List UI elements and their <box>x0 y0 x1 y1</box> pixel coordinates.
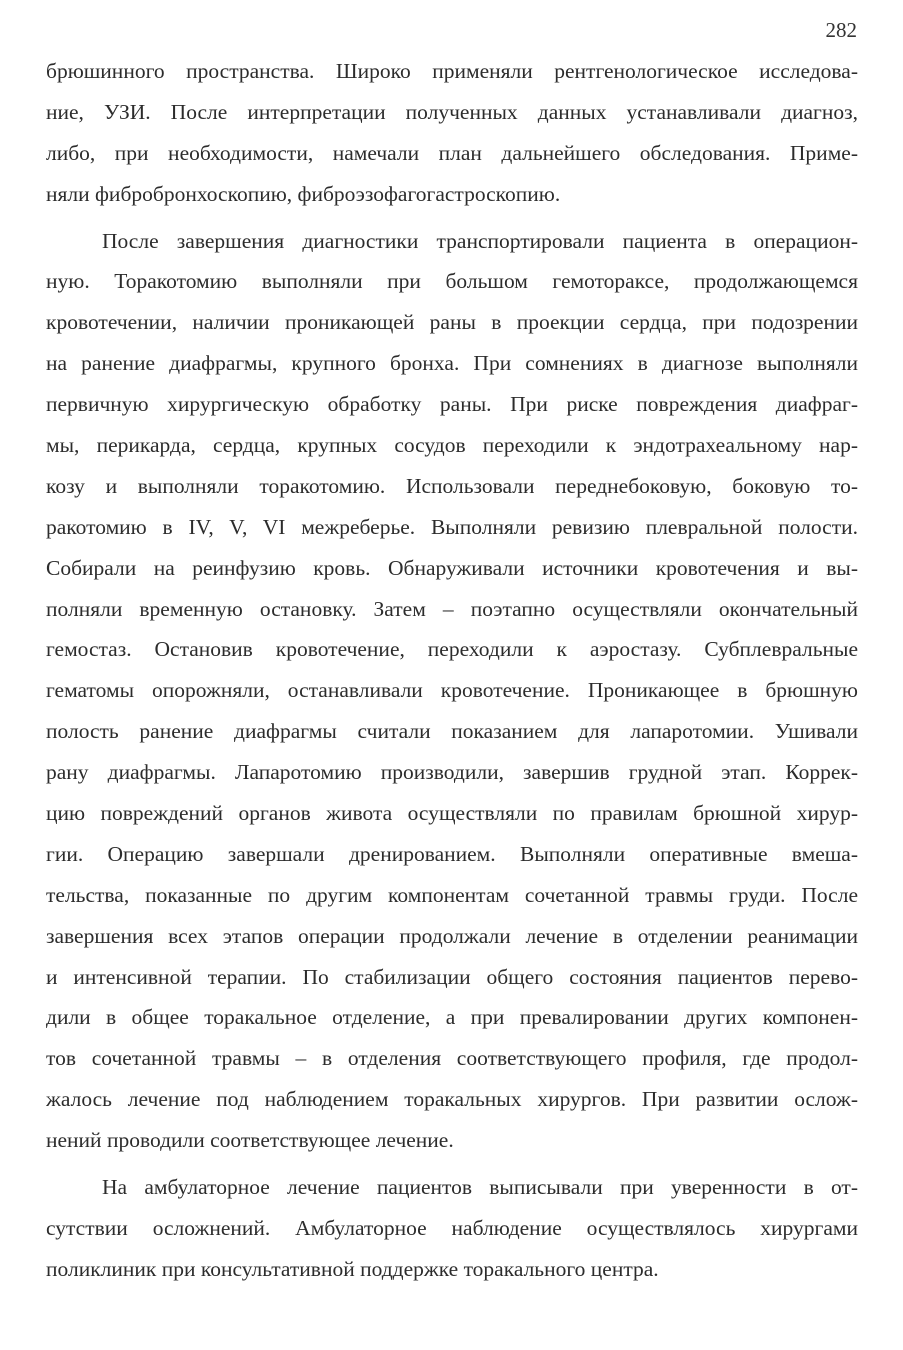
paragraph <box>46 51 858 215</box>
text-line: ную. Торакотомию выполняли при большом гемотораксе, продолжающемся <box>46 269 858 294</box>
text-line: дили в общее торакальное отделение, а при превалировании других компонен- <box>46 1005 858 1030</box>
text-line: нений проводили соответствующее лечение. <box>46 1128 454 1153</box>
text-line: поликлиник при консультативной поддержке торакального центра. <box>46 1256 659 1281</box>
page-number: 282 <box>825 18 857 42</box>
text-line: первичную хирургическую обработку раны. При риске повреждения диафраг- <box>46 392 858 417</box>
text-line: жалось лечение под наблюдением торакальных хирургов. При развитии ослож- <box>46 1087 858 1112</box>
text-line: Собирали на реинфузию кровь. Обнаруживали источники кровотечения и вы- <box>46 555 858 580</box>
text-line: полость ранение диафрагмы считали показанием для лапаротомии. Ушивали <box>46 719 858 744</box>
text-line: козу и выполняли торакотомию. Использовали переднебоковую, боковую то- <box>46 473 858 498</box>
text-line: брюшинного пространства. Широко применяли рентгенологическое исследова- <box>46 59 858 83</box>
text-line: После завершения диагностики транспортировали пациента в операцион- <box>102 228 858 253</box>
text-line: сутствии осложнений. Амбулаторное наблюдение осуществлялось хирургами <box>46 1215 858 1240</box>
paragraph <box>46 1167 858 1290</box>
text-line: на ранение диафрагмы, крупного бронха. При сомнениях в диагнозе выполняли <box>46 351 858 376</box>
text-line: ракотомию в IV, V, VI межреберье. Выполняли ревизию плевральной полости. <box>46 514 858 539</box>
text-line: гематомы опорожняли, останавливали кровотечение. Проникающее в брюшную <box>46 678 858 703</box>
text-line: завершения всех этапов операции продолжали лечение в отделении реанимации <box>46 923 858 948</box>
text-line: На амбулаторное лечение пациентов выписывали при уверенности в от- <box>102 1175 858 1200</box>
text-line: тов сочетанной травмы – в отделения соответствующего профиля, где продол- <box>46 1046 858 1071</box>
text-line: тельства, показанные по другим компонентам сочетанной травмы груди. После <box>46 882 858 907</box>
text-line: гемостаз. Остановив кровотечение, переходили к аэростазу. Субплевральные <box>46 637 858 662</box>
text-line: рану диафрагмы. Лапаротомию производили, завершив грудной этап. Коррек- <box>46 760 858 785</box>
text-line: полняли временную остановку. Затем – поэтапно осуществляли окончательный <box>46 596 858 621</box>
text-line: кровотечении, наличии проникающей раны в проекции сердца, при подозрении <box>46 310 858 335</box>
text-line: либо, при необходимости, намечали план дальнейшего обследования. Приме- <box>46 140 858 165</box>
text-line: мы, перикарда, сердца, крупных сосудов переходили к эндотрахеальному нар- <box>46 433 858 458</box>
text-line: ние, УЗИ. После интерпретации полученных данных устанавливали диагноз, <box>46 99 858 124</box>
paragraph <box>46 221 858 1161</box>
text-line: няли фибробронхоскопию, фиброэзофагогастроскопию. <box>46 181 561 206</box>
text-line: цию повреждений органов живота осуществляли по правилам брюшной хирур- <box>46 801 858 826</box>
body-text <box>46 51 858 1290</box>
text-line: гии. Операцию завершали дренированием. Выполняли оперативные вмеша- <box>46 841 858 866</box>
text-line: и интенсивной терапии. По стабилизации общего состояния пациентов перево- <box>46 964 858 989</box>
